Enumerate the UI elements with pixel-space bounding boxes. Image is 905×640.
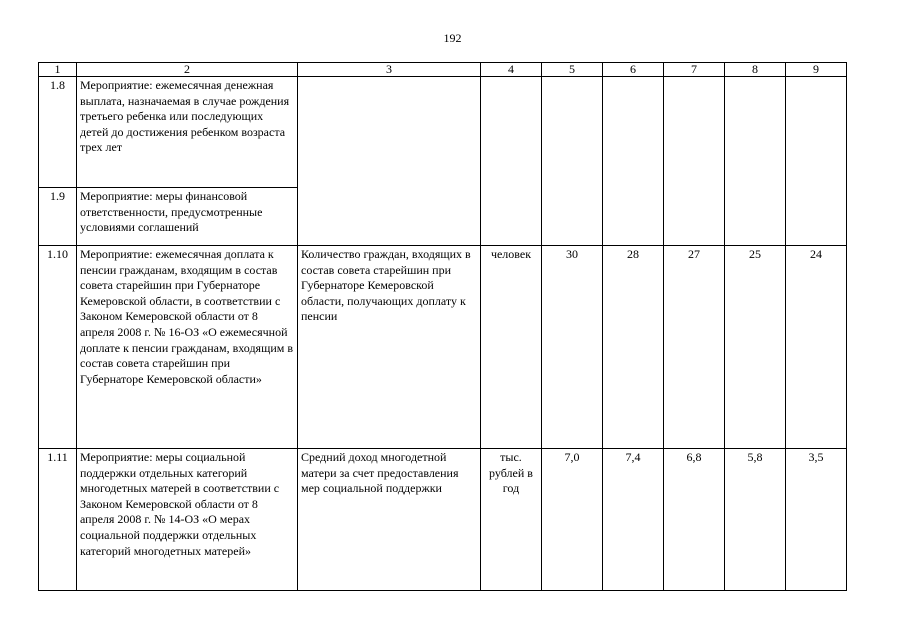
row-number: 1.9 <box>39 188 77 246</box>
row-number: 1.11 <box>39 449 77 591</box>
value-cell: 6,8 <box>664 449 725 591</box>
column-header: 1 <box>39 63 77 77</box>
event-description: Мероприятие: меры социальной поддержки отдельных категорий многодетных матерей в соответствии с Законом Кемеровской области от 8 апреля 2008 г. № 14-ОЗ «О мерах социальной поддержки отдельных категорий многодетных матерей» <box>77 449 298 591</box>
row-number: 1.8 <box>39 77 77 188</box>
value-cell <box>725 77 786 246</box>
unit-of-measure: тыс. рублей в год <box>481 449 542 591</box>
event-description: Мероприятие: меры финансовой ответственности, предусмотренные условиями соглашений <box>77 188 298 246</box>
value-cell <box>664 77 725 246</box>
column-header: 7 <box>664 63 725 77</box>
value-cell: 5,8 <box>725 449 786 591</box>
row-number: 1.10 <box>39 246 77 449</box>
table-row <box>39 246 847 449</box>
event-description: Мероприятие: ежемесячная доплата к пенсии гражданам, входящим в состав совета старейшин при Губернаторе Кемеровской области, в соответствии с Законом Кемеровской области от 8 апреля 2008 г. № 16-ОЗ «О ежемесячной доплате к пенсии гражданам, входящим в состав совета старейшин при Губернаторе Кемеровской области» <box>77 246 298 449</box>
value-cell: 7,0 <box>542 449 603 591</box>
page-number: 192 <box>443 31 462 45</box>
table-row <box>39 449 847 591</box>
value-cell: 27 <box>664 246 725 449</box>
column-header: 2 <box>77 63 298 77</box>
indicator-description: Количество граждан, входящих в состав совета старейшин при Губернаторе Кемеровской области, получающих доплату к пенсии <box>298 246 481 449</box>
column-header: 4 <box>481 63 542 77</box>
value-cell: 3,5 <box>786 449 847 591</box>
column-header: 8 <box>725 63 786 77</box>
value-cell: 28 <box>603 246 664 449</box>
unit-of-measure: человек <box>481 246 542 449</box>
indicator-description: Средний доход многодетной матери за счет предоставления мер социальной поддержки <box>298 449 481 591</box>
column-header: 6 <box>603 63 664 77</box>
value-cell: 25 <box>725 246 786 449</box>
value-cell <box>542 77 603 246</box>
event-description: Мероприятие: ежемесячная денежная выплата, назначаемая в случае рождения третьего ребенка или последующих детей до достижения ребенком возраста трех лет <box>77 77 298 188</box>
indicator-cell <box>298 77 481 246</box>
column-header: 9 <box>786 63 847 77</box>
value-cell: 24 <box>786 246 847 449</box>
value-cell <box>786 77 847 246</box>
table-row <box>39 77 847 188</box>
data-table <box>38 62 847 591</box>
value-cell: 30 <box>542 246 603 449</box>
value-cell <box>603 77 664 246</box>
column-header: 3 <box>298 63 481 77</box>
table-header-row <box>39 63 847 77</box>
column-header: 5 <box>542 63 603 77</box>
unit-cell <box>481 77 542 246</box>
value-cell: 7,4 <box>603 449 664 591</box>
